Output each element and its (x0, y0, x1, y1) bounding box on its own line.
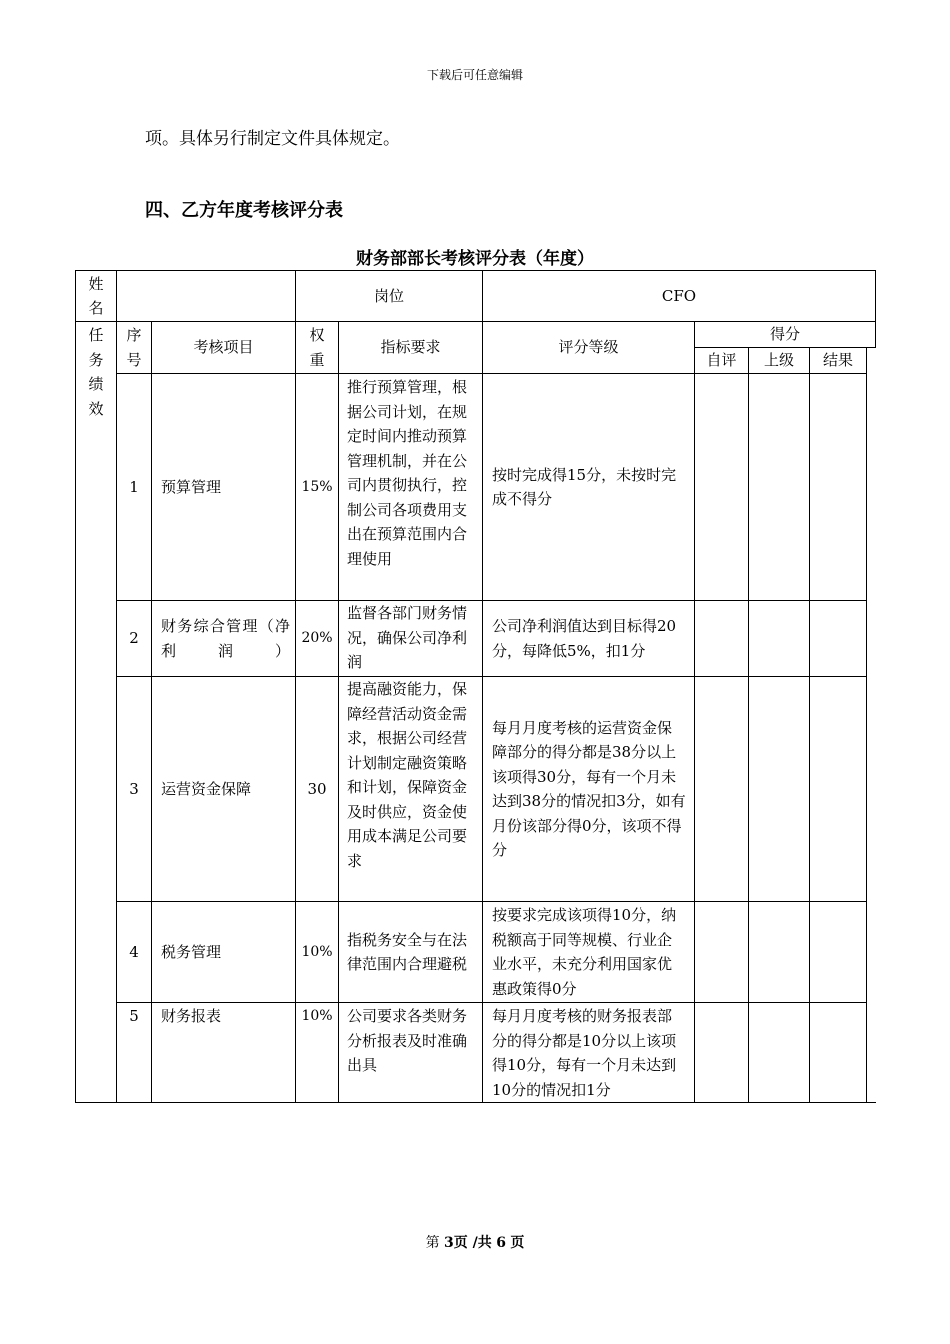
col-self: 自评 (706, 351, 737, 370)
row-1-no: 1 (129, 477, 139, 496)
position-label: 岗位 (373, 286, 404, 305)
page-total: 6 (496, 1235, 506, 1251)
section-title: 四、乙方年度考核评分表 (145, 200, 343, 221)
table-title: 财务部部长考核评分表（年度） (356, 249, 594, 269)
row-2-weight: 20% (301, 630, 333, 647)
col-weight: 权 重 (309, 326, 325, 369)
header-note: 下载后可任意编辑 (426, 68, 523, 82)
col-score: 得分 (769, 325, 800, 344)
paragraph-tail: 项。具体另行制定文件具体规定。 (145, 129, 400, 149)
col-superior: 上级 (763, 351, 794, 370)
row-3-item: 运营资金保障 (161, 779, 252, 798)
row-1-item: 预算管理 (161, 477, 222, 496)
col-result: 结果 (822, 351, 853, 370)
col-no: 序 号 (126, 326, 142, 369)
name-label: 姓 名 (88, 274, 104, 317)
row-5-grade: 每月月度考核的财务报表部分的得分都是10分以上该项得10分，每有一个月未达到10分的情况扣1分 (492, 1007, 677, 1099)
row-5-no: 5 (129, 1007, 139, 1025)
position-value: CFO (661, 286, 697, 305)
row-2-no: 2 (129, 629, 139, 648)
row-4-weight: 10% (301, 943, 333, 960)
col-requirement: 指标要求 (380, 338, 441, 357)
page-footer: 第 3页 /共 6 页 (425, 1235, 525, 1251)
row-3-no: 3 (129, 779, 139, 798)
row-2-requirement: 监督各部门财务情况，确保公司净利润 (347, 604, 468, 671)
row-5-item: 财务报表 (161, 1007, 222, 1025)
row-2-grade: 公司净利润值达到目标得20分，每降低5%，扣1分 (492, 617, 677, 660)
row-4-grade: 按要求完成该项得10分，纳税额高于同等规模、行业企业水平，未充分利用国家优惠政策得0分 (492, 906, 677, 998)
row-1-requirement: 推行预算管理，根据公司计划，在规定时间内推动预算管理机制，并在公司内贯彻执行，控制公司各项费用支出在预算范围内合理使用 (347, 378, 468, 568)
row-5-requirement: 公司要求各类财务分析报表及时准确出具 (347, 1007, 468, 1074)
perf-label: 任 务 绩 效 (88, 326, 104, 418)
row-1-grade: 按时完成得15分，未按时完成不得分 (492, 465, 677, 508)
row-1-weight: 15% (301, 478, 333, 495)
row-4-requirement: 指税务安全与在法律范围内合理避税 (347, 930, 468, 973)
row-3-weight: 30 (307, 779, 327, 798)
row-4-item: 税务管理 (161, 942, 222, 961)
page-number: 3 (444, 1235, 454, 1251)
col-grade: 评分等级 (558, 338, 619, 357)
row-2-item: 财务综合管理（净利润） (161, 617, 290, 660)
row-4-no: 4 (129, 942, 139, 961)
row-3-grade: 每月月度考核的运营资金保障部分的得分都是38分以上该项得30分，每有一个月未达到38分的情况扣3分，如有月份该部分得0分，该项不得分 (492, 718, 686, 859)
row-5-weight: 10% (301, 1008, 333, 1024)
col-item: 考核项目 (193, 338, 254, 357)
row-3-requirement: 提高融资能力，保障经营活动资金需求，根据公司经营计划制定融资策略和计划，保障资金及时供应，资金使用成本满足公司要求 (347, 680, 468, 870)
